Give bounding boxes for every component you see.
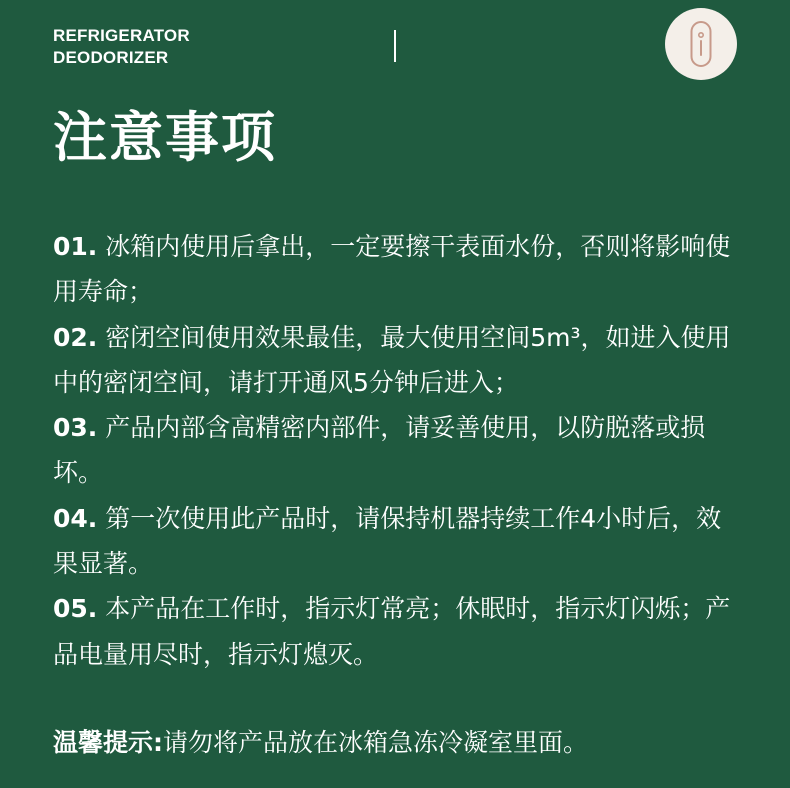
device-outline-icon	[665, 8, 737, 80]
note-number: 05.	[53, 594, 98, 624]
page-title: 注意事项	[53, 106, 277, 169]
note-number: 01.	[53, 232, 98, 261]
brand-line-1: REFRIGERATOR	[53, 26, 190, 45]
header-divider	[394, 30, 396, 62]
note-item	[53, 224, 743, 315]
note-text: 冰箱内使用后拿出，一定要擦干表面水份，否则将影响使用寿命；	[53, 232, 731, 307]
note-item	[53, 496, 743, 587]
note-text: 本产品在工作时，指示灯常亮；休眠时，指示灯闪烁；产品电量用尽时，指示灯熄灭。	[53, 594, 731, 669]
tip-label: 温馨提示:	[53, 728, 163, 757]
note-item	[53, 586, 743, 677]
tip	[53, 720, 588, 765]
note-text: 密闭空间使用效果最佳，最大使用空间5m³，如进入使用中的密闭空间，请打开通风5分钟后进入；	[53, 322, 731, 397]
tip-text: 请勿将产品放在冰箱急冻冷凝室里面。	[163, 728, 589, 757]
note-text: 产品内部含高精密内部件，请妥善使用，以防脱落或损坏。	[53, 413, 706, 488]
logo	[665, 8, 737, 80]
note-number: 03.	[53, 413, 98, 443]
note-item	[53, 405, 743, 496]
note-text: 第一次使用此产品时，请保持机器持续工作4小时后，效果显著。	[53, 503, 722, 579]
note-number: 04.	[53, 503, 98, 533]
note-item	[53, 315, 743, 406]
note-number: 02.	[53, 322, 98, 352]
brand-line-2: DEODORIZER	[53, 48, 169, 67]
brand-name	[53, 25, 190, 69]
notes-list	[53, 224, 743, 677]
